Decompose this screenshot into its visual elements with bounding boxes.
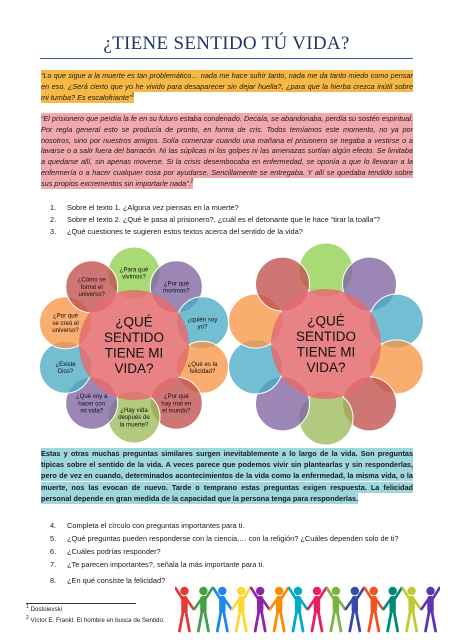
person-figure — [175, 587, 193, 631]
question-item: 6. ¿Cuáles podrías responder? — [50, 547, 161, 556]
question-text: ¿Cuáles podrías responder? — [67, 547, 161, 556]
person-figure — [270, 587, 288, 631]
question-text: ¿Qué cuestiones te sugieren estos textos acerca del sentido de la vida? — [67, 227, 303, 236]
petal-question: ¿Cómo se formó el universo? — [77, 276, 106, 299]
questions-paragraph — [41, 448, 413, 504]
question-item: 4. Completa el círculo con preguntas importantes para ti. — [50, 521, 245, 530]
person-figure — [194, 587, 212, 631]
person-figure — [365, 587, 383, 631]
footnote-2: $^2$ Víctor E. Frankl. El hombre en busca de Sentido. — [26, 614, 165, 624]
petal-question: ¿Qué es la felicidad? — [187, 360, 218, 375]
petal-question: ¿Hay vida después de la muerte? — [118, 406, 150, 429]
person-figure — [232, 587, 250, 631]
question-text: Sobre el texto 1. ¿Alguna vez piensas en la muerte? — [67, 203, 239, 212]
colorful-people-illustration — [175, 583, 440, 638]
footnote-ref-2: 2 — [190, 178, 194, 185]
diagram-right — [229, 243, 424, 445]
question-text: ¿Qué preguntas pueden responderse con la ciencia,… con la religión? ¿Cuáles dependen solo de ti? — [67, 534, 399, 543]
center-question: ¿QUÉ SENTIDO TIENE MI VIDA? — [103, 314, 165, 376]
footnote-separator — [26, 603, 136, 604]
petal-question: ¿quién soy yo? — [187, 316, 218, 331]
question-item: 2. Sobre el texto 2. ¿Qué le pasa al prisionero?, ¿cuál es el detonante que le hace “tirar la toalla”? — [50, 215, 381, 224]
quote-2-text: “El prisionero que perdía la fe en su futuro estaba condenado. Decaía, se abandonaba, perdía su sostén espiritual. Por regla general esto se producía de pronto, en forma de cris. Todos temíamos este momento, no ya por nosotros, sino por nuestros amigos. Solía comenzar cuando una mañana el prisionero se negaba a vestirse o a lavarse o a salir fuera del barracón. Ni las súplicas ni los golpes ni las amenazas surtían algún efecto. Se limitaba a quedarse allí, sin apenas moverse. Si la crisis desembocaba en enfermedad, se oponía a que lo llevaran a la enfermería o a hacer cualquier cosa por ayudarse. Sencillamente se entregaba. Y allí se quedaba tendido sobre sus propios excrementos sin importarle nada”. — [41, 114, 413, 188]
person-figure — [327, 587, 345, 631]
question-item: 3. ¿Qué cuestiones te sugieren estos textos acerca del sentido de la vida? — [50, 227, 303, 236]
paragraph-text: Estas y otras muchas preguntas similares surgen inevitablemente a lo largo de la vida. Son preguntas típicas sobre el sentido de la vida. A veces parece que podemos vivir sin plantearlas y sin responderlas, pero de vez en cuando, determinados acontecimientos de la vida como la enfermedad, la misma vida, o la muerte, nos las evocan de nuevo. Tarde o temprano estas preguntas exigen respuesta. La felicidad personal depende en gran medida de la capacidad que la persona tenga para responderlas. — [41, 449, 413, 503]
petal-question: ¿Por qué se creó el universo? — [52, 312, 79, 335]
quote-1-text: “Lo que sigue a la muerte es tan problemático… nada me hace sufrir tanto, nada me da tanto miedo como pensar en eso. ¿Será cierto que yo he vivido para desaparecer sin dejar huella?, ¿para que la hierba crezca inútil sobre mi tumba? Es escalofriante” — [41, 71, 413, 102]
question-item: 7. ¿Te parecen importantes?, señala la más importante para ti. — [50, 560, 265, 569]
petal-question: ¿Por qué morimos? — [162, 280, 190, 295]
footnote-ref-1: 1 — [131, 92, 135, 99]
person-figure — [308, 587, 326, 631]
person-figure — [403, 587, 421, 631]
person-figure — [251, 587, 269, 631]
person-figure — [346, 587, 364, 631]
person-figure — [422, 587, 440, 631]
question-item: 1. Sobre el texto 1. ¿Alguna vez piensas en la muerte? — [50, 203, 239, 212]
diagram-left — [40, 247, 229, 443]
question-text: Sobre el texto 2. ¿Qué le pasa al prisionero?, ¿cuál es el detonante que le hace “tirar la toalla”? — [67, 215, 381, 224]
question-text: Completa el círculo con preguntas importantes para ti. — [67, 521, 245, 530]
footnote-1: $^1$ Dostoievski — [26, 603, 63, 613]
petal-question: ¿Qué voy a hacer con mi vida? — [75, 393, 108, 415]
question-item: 5. ¿Qué preguntas pueden responderse con la ciencia,… con la religión? ¿Cuáles dependen solo de ti? — [50, 534, 399, 543]
petal-question: ¿Para qué vivimos? — [119, 266, 149, 281]
question-item: 8. ¿En qué consiste la felicidad? — [50, 576, 166, 585]
page-title: ¿TIENE SENTIDO TÚ VIDA? — [103, 33, 350, 54]
person-figure — [289, 587, 307, 631]
question-text: ¿En qué consiste la felicidad? — [67, 576, 166, 585]
person-figure — [384, 587, 402, 631]
petal-question: ¿Existe Dios? — [55, 360, 76, 375]
petal-question: ¿Por qué hay mal en el mundo? — [161, 393, 192, 415]
center-question: ¿QUÉ SENTIDO TIENE MI VIDA? — [295, 313, 357, 375]
question-text: ¿Te parecen importantes?, señala la más importante para ti. — [67, 560, 265, 569]
person-figure — [213, 587, 231, 631]
question-list-2 — [41, 519, 421, 571]
